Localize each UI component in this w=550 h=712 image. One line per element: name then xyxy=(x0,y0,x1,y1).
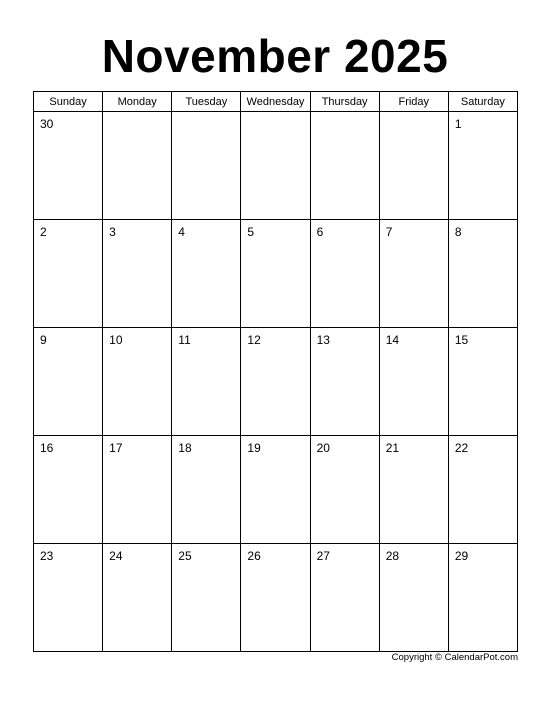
day-number: 9 xyxy=(40,333,47,347)
day-cell xyxy=(103,220,172,328)
day-number xyxy=(103,112,171,117)
day-cell xyxy=(241,436,310,544)
day-cell xyxy=(379,220,448,328)
day-cell xyxy=(103,328,172,436)
day-cell xyxy=(241,544,310,652)
weekday-header-friday: Friday xyxy=(379,92,448,112)
day-number xyxy=(172,112,240,117)
day-number: 29 xyxy=(454,549,469,563)
day-cell xyxy=(448,436,517,544)
weekday-header-saturday: Saturday xyxy=(448,92,517,112)
day-number: 14 xyxy=(385,333,400,347)
day-number: 1 xyxy=(454,117,462,131)
day-cell xyxy=(448,328,517,436)
day-cell xyxy=(34,220,103,328)
day-cell xyxy=(379,328,448,436)
day-cell xyxy=(103,112,172,220)
weekday-header-tuesday: Tuesday xyxy=(172,92,241,112)
day-cell xyxy=(448,112,517,220)
day-number: 30 xyxy=(40,117,54,131)
day-number: 3 xyxy=(109,225,116,239)
day-number: 10 xyxy=(109,333,123,347)
day-number: 28 xyxy=(385,549,400,563)
week-row xyxy=(34,112,518,220)
day-number xyxy=(241,112,309,117)
day-cell xyxy=(310,544,379,652)
day-cell xyxy=(172,112,241,220)
weekday-header-row xyxy=(34,92,518,112)
day-cell xyxy=(241,220,310,328)
day-number: 25 xyxy=(178,549,192,563)
day-number: 11 xyxy=(178,333,191,347)
day-number: 7 xyxy=(385,225,393,239)
day-number: 22 xyxy=(454,441,469,455)
day-cell xyxy=(310,220,379,328)
day-cell xyxy=(379,544,448,652)
day-cell xyxy=(103,544,172,652)
day-cell xyxy=(172,220,241,328)
weekday-header-thursday: Thursday xyxy=(310,92,379,112)
day-number: 27 xyxy=(316,549,330,563)
day-number: 21 xyxy=(385,441,400,455)
day-number xyxy=(380,112,448,117)
copyright-notice: Copyright © CalendarPot.com xyxy=(391,652,518,663)
day-cell xyxy=(241,112,310,220)
day-number: 13 xyxy=(316,333,330,347)
day-cell xyxy=(34,436,103,544)
day-cell xyxy=(448,544,517,652)
day-cell xyxy=(448,220,517,328)
day-cell xyxy=(310,112,379,220)
day-number: 18 xyxy=(178,441,192,455)
day-number: 17 xyxy=(109,441,123,455)
day-number: 19 xyxy=(247,441,261,455)
day-cell xyxy=(103,436,172,544)
day-cell xyxy=(172,544,241,652)
day-cell xyxy=(34,328,103,436)
day-number: 2 xyxy=(40,225,47,239)
week-row xyxy=(34,436,518,544)
day-cell xyxy=(172,436,241,544)
day-number: 23 xyxy=(40,549,54,563)
day-number: 8 xyxy=(454,225,462,239)
week-row xyxy=(34,328,518,436)
day-number: 16 xyxy=(40,441,54,455)
weekday-header-sunday: Sunday xyxy=(34,92,103,112)
weekday-header-monday: Monday xyxy=(103,92,172,112)
day-cell xyxy=(379,436,448,544)
day-number: 12 xyxy=(247,333,261,347)
day-cell xyxy=(310,328,379,436)
week-row xyxy=(34,220,518,328)
calendar-title: November 2025 xyxy=(101,30,449,82)
day-cell xyxy=(310,436,379,544)
week-row xyxy=(34,544,518,652)
calendar-grid xyxy=(33,91,518,652)
day-cell xyxy=(241,328,310,436)
day-number: 20 xyxy=(316,441,330,455)
weekday-header-wednesday: Wednesday xyxy=(241,92,310,112)
day-number: 24 xyxy=(109,549,123,563)
day-cell xyxy=(172,328,241,436)
day-number: 15 xyxy=(454,333,469,347)
day-cell xyxy=(34,544,103,652)
day-cell xyxy=(34,112,103,220)
day-number: 26 xyxy=(247,549,261,563)
day-number: 5 xyxy=(247,225,255,239)
day-number xyxy=(311,112,379,117)
day-number: 4 xyxy=(178,225,185,239)
day-cell xyxy=(379,112,448,220)
day-number: 6 xyxy=(316,225,324,239)
